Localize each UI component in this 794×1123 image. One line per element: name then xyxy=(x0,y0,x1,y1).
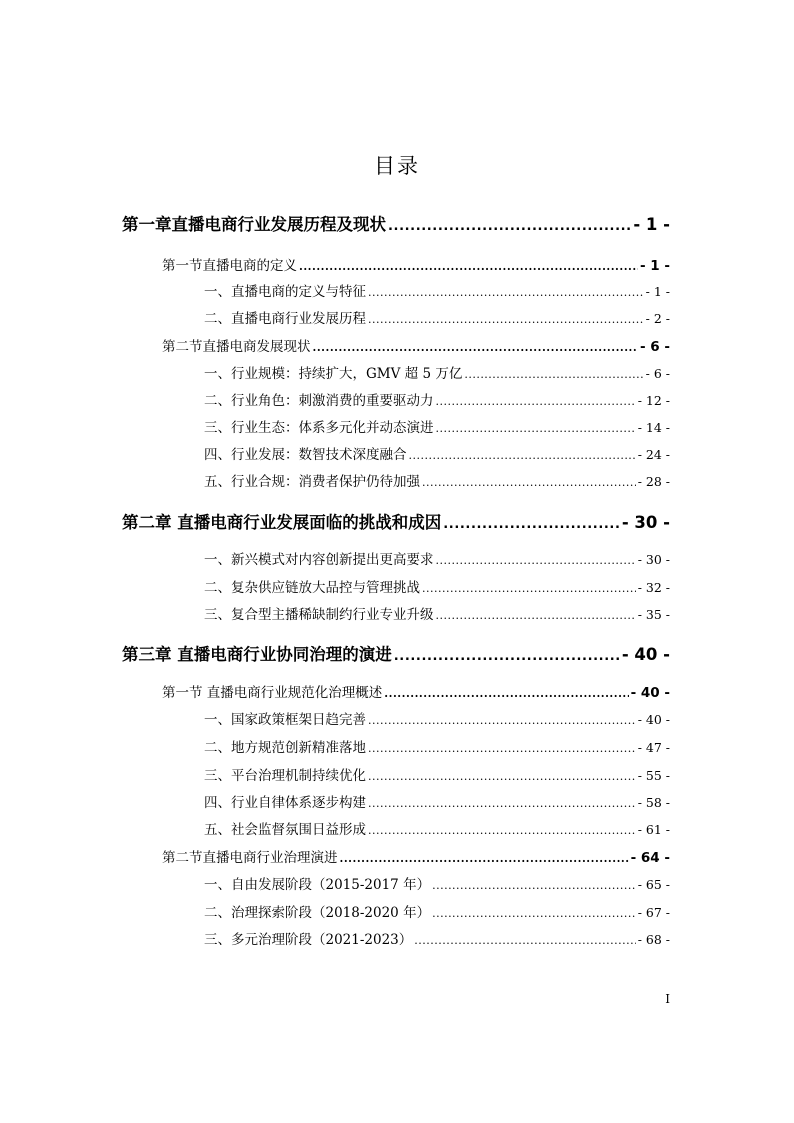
dot-leader xyxy=(422,476,636,489)
toc-entry-page: - 35 - xyxy=(637,607,670,622)
toc-entry-page: - 30 - xyxy=(637,552,670,567)
toc-entry-label: 一、自由发展阶段（2015-2017 年） xyxy=(204,877,431,893)
toc-entry-label: 三、多元治理阶段（2021-2023） xyxy=(204,932,413,948)
toc-item[interactable] xyxy=(204,548,670,568)
toc-section-3-1[interactable] xyxy=(162,681,670,701)
toc-item[interactable] xyxy=(204,603,670,623)
toc-item[interactable] xyxy=(204,416,670,436)
toc-entry-label: 一、新兴模式对内容创新提出更高要求 xyxy=(204,552,434,568)
dot-leader xyxy=(368,286,644,299)
dot-leader xyxy=(436,395,636,408)
dot-leader xyxy=(443,517,620,532)
toc-entry-page: - 55 - xyxy=(637,768,670,783)
dot-leader xyxy=(340,852,629,865)
toc-entry-page: - 40 - xyxy=(621,645,670,664)
dot-leader xyxy=(368,742,636,755)
dot-leader xyxy=(414,934,635,947)
dot-leader xyxy=(394,649,620,664)
dot-leader xyxy=(432,879,636,892)
toc-entry-label: 四、行业发展：数智技术深度融合 xyxy=(204,447,407,463)
dot-leader xyxy=(299,260,638,273)
toc-entry-label: 一、行业规模：持续扩大，GMV 超 5 万亿 xyxy=(204,366,463,382)
toc-chapter-2[interactable] xyxy=(122,509,670,533)
toc-entry-label: 二、复杂供应链放大品控与管理挑战 xyxy=(204,580,420,596)
toc-entry-page: - 30 - xyxy=(621,513,670,532)
toc-entry-label: 三、行业生态：体系多元化并动态演进 xyxy=(204,420,434,436)
toc-entry-page: - 58 - xyxy=(637,795,670,810)
toc-item[interactable] xyxy=(204,764,670,784)
toc-item[interactable] xyxy=(204,901,670,921)
toc-entry-label: 第三章 直播电商行业协同治理的演进 xyxy=(122,645,392,664)
toc-entry-label: 第一节直播电商的定义 xyxy=(162,258,297,274)
toc-entry-label: 二、行业角色：刺激消费的重要驱动力 xyxy=(204,393,434,409)
toc-item[interactable] xyxy=(204,470,670,490)
toc-entry-page: - 2 - xyxy=(645,311,670,326)
toc-item[interactable] xyxy=(204,818,670,838)
toc-entry-page: - 6 - xyxy=(640,339,670,355)
toc-entry-page: - 47 - xyxy=(637,740,670,755)
dot-leader xyxy=(422,582,636,595)
toc-chapter-1[interactable] xyxy=(122,211,670,235)
toc-chapter-3[interactable] xyxy=(122,641,670,665)
toc-entry-label: 二、直播电商行业发展历程 xyxy=(204,311,366,327)
dot-leader xyxy=(436,422,636,435)
toc-entry-label: 第二章 直播电商行业发展面临的挑战和成因 xyxy=(122,513,442,532)
toc-entry-label: 第二节直播电商发展现状 xyxy=(162,339,311,355)
toc-title: 目录 xyxy=(374,154,420,178)
toc-item[interactable] xyxy=(204,307,670,327)
toc-item[interactable] xyxy=(204,443,670,463)
dot-leader xyxy=(368,824,636,837)
toc-item[interactable] xyxy=(204,708,670,728)
toc-entry-label: 三、复合型主播稀缺制约行业专业升级 xyxy=(204,607,434,623)
toc-entry-label: 五、社会监督氛围日益形成 xyxy=(204,822,366,838)
toc-entry-page: - 24 - xyxy=(637,447,670,462)
toc-item[interactable] xyxy=(204,928,670,948)
page-number: I xyxy=(665,992,670,1006)
toc-item[interactable] xyxy=(204,736,670,756)
toc-section-1-1[interactable] xyxy=(162,254,670,274)
toc-entry-page: - 14 - xyxy=(637,420,670,435)
dot-leader xyxy=(409,449,636,462)
toc-item[interactable] xyxy=(204,362,670,382)
toc-entry-label: 二、地方规范创新精准落地 xyxy=(204,740,366,756)
toc-entry-label: 一、直播电商的定义与特征 xyxy=(204,284,366,300)
toc-entry-label: 二、治理探索阶段（2018-2020 年） xyxy=(204,905,431,921)
toc-entry-label: 一、国家政策框架日趋完善 xyxy=(204,712,366,728)
toc-item[interactable] xyxy=(204,576,670,596)
toc-entry-label: 第二节直播电商行业治理演进 xyxy=(162,850,338,866)
toc-entry-page: - 40 - xyxy=(637,712,670,727)
dot-leader xyxy=(388,219,631,234)
toc-entry-page: - 1 - xyxy=(640,258,670,274)
dot-leader xyxy=(384,687,628,700)
toc-section-1-2[interactable] xyxy=(162,335,670,355)
toc-item[interactable] xyxy=(204,389,670,409)
toc-entry-label: 五、行业合规：消费者保护仍待加强 xyxy=(204,474,420,490)
toc-entry-page: - 1 - xyxy=(645,284,670,299)
toc-entry-label: 第一章直播电商行业发展历程及现状 xyxy=(122,215,386,234)
toc-entry-page: - 67 - xyxy=(637,905,670,920)
toc-entry-page: - 6 - xyxy=(645,366,670,381)
toc-entry-page: - 64 - xyxy=(630,850,670,866)
dot-leader xyxy=(368,797,636,810)
dot-leader xyxy=(313,341,639,354)
dot-leader xyxy=(436,609,636,622)
dot-leader xyxy=(368,714,636,727)
toc-entry-page: - 32 - xyxy=(637,580,670,595)
toc-entry-page: - 68 - xyxy=(637,932,670,947)
toc-entry-label: 第一节 直播电商行业规范化治理概述 xyxy=(162,685,383,701)
toc-entry-page: - 65 - xyxy=(637,877,670,892)
toc-item[interactable] xyxy=(204,873,670,893)
toc-section-3-2[interactable] xyxy=(162,846,670,866)
toc-entry-page: - 40 - xyxy=(630,685,670,701)
toc-entry-page: - 61 - xyxy=(637,822,670,837)
toc-item[interactable] xyxy=(204,791,670,811)
toc-entry-label: 三、平台治理机制持续优化 xyxy=(204,768,366,784)
toc-entry-label: 四、行业自律体系逐步构建 xyxy=(204,795,366,811)
toc-entry-page: - 12 - xyxy=(637,393,670,408)
toc-entry-page: - 1 - xyxy=(633,215,670,234)
dot-leader xyxy=(368,770,636,783)
dot-leader xyxy=(432,907,636,920)
dot-leader xyxy=(368,313,644,326)
toc-entry-page: - 28 - xyxy=(637,474,670,489)
dot-leader xyxy=(436,554,636,567)
toc-item[interactable] xyxy=(204,280,670,300)
dot-leader xyxy=(464,368,643,381)
